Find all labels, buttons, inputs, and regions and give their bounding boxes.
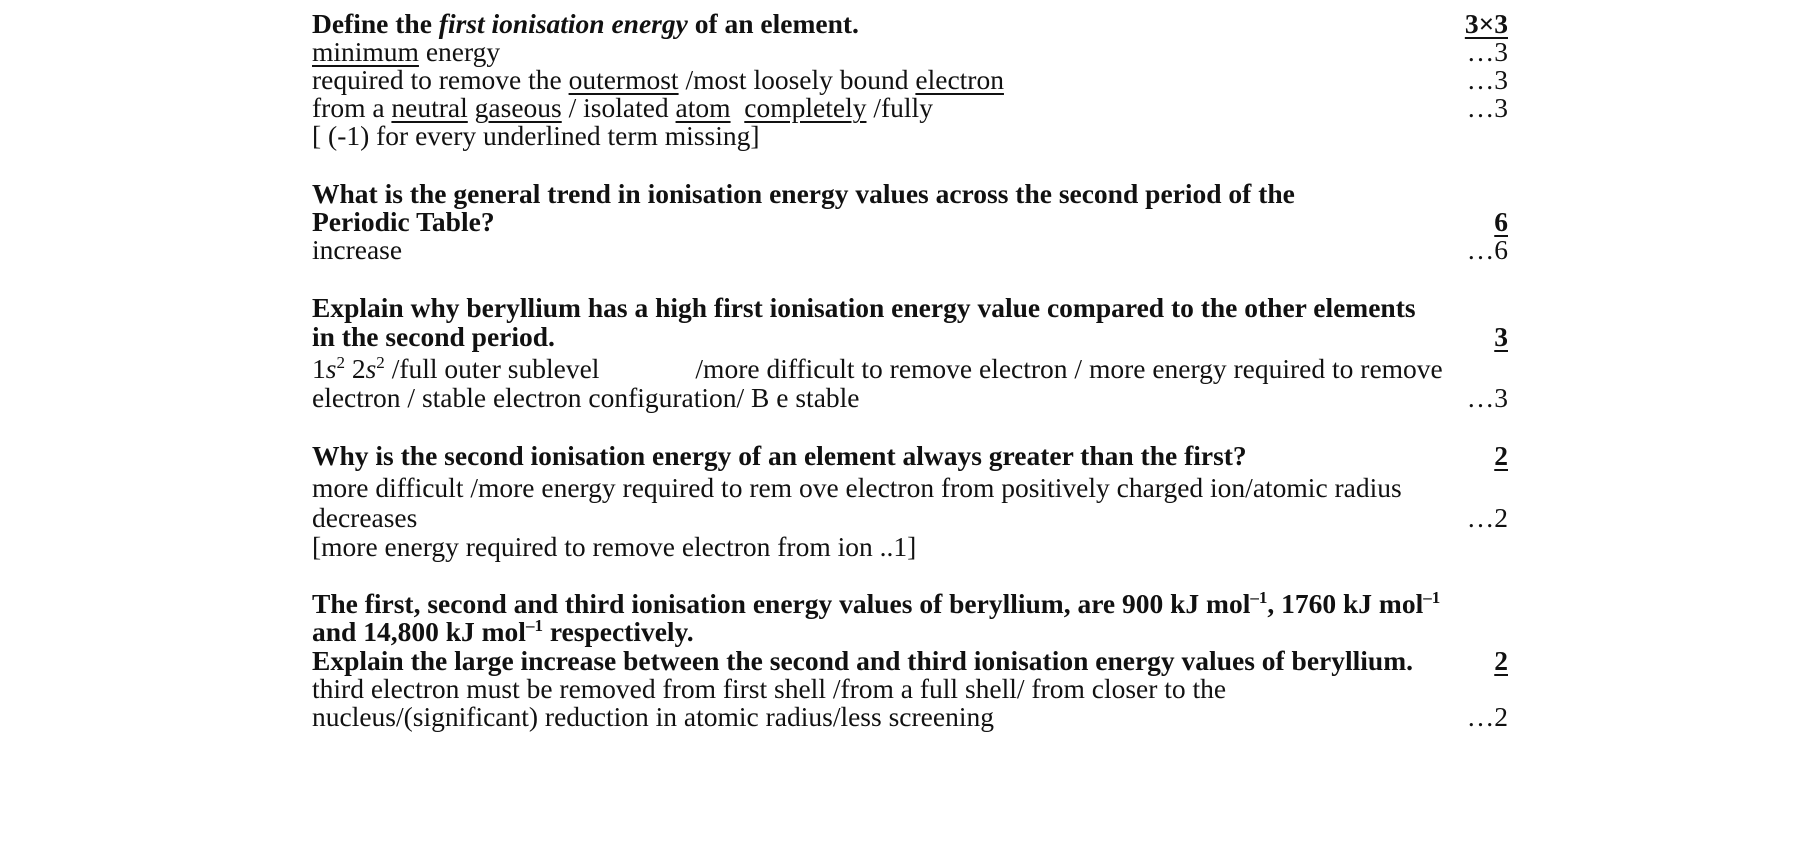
q4-note: [more energy required to remove electron from ion ..1] [312, 531, 917, 562]
q3-title-line-1: Explain why beryllium has a high first ionisation energy value compared to the other elements [312, 292, 1416, 323]
q2-answer: increase [312, 234, 403, 265]
q5-title-text-a: The first, second and third ionisation energy values of beryllium, are 900 kJ mol [312, 588, 1251, 619]
q1-term-atom: atom [675, 92, 731, 123]
q5-title-text-b: , 1760 kJ mol [1267, 588, 1424, 619]
q3-config-orbital-2: s [365, 353, 377, 384]
q1-line-2-text-b: /most loosely bound [678, 64, 916, 95]
q4-title: Why is the second ionisation energy of an element always greater than the first? [312, 440, 1247, 471]
q5-title-text-d: respectively. [542, 616, 694, 647]
q1-line-3-mark: …3 [1466, 92, 1508, 123]
q5-answer-line-2: nucleus/(significant) reduction in atomic radius/less screening [312, 701, 994, 732]
q2-title-line-1: What is the general trend in ionisation energy values across the second period of the [312, 178, 1295, 209]
q3-config-sup-2: 2 [376, 353, 385, 373]
q5-answer-mark: …2 [1466, 701, 1508, 732]
q2-marks: 6 [1494, 206, 1508, 237]
q1-term-minimum: minimum [312, 36, 419, 67]
q1-line-1-mark: …3 [1466, 36, 1508, 67]
q5-title-line-3: Explain the large increase between the second and third ionisation energy values of beryllium. [312, 645, 1414, 676]
q1-line-3-text-a: from a [312, 92, 392, 123]
q5-title-text-c: and 14,800 kJ mol [312, 616, 526, 647]
q3-marks: 3 [1494, 321, 1508, 352]
q1-marks: 3×3 [1464, 8, 1508, 39]
q1-line-1-text: energy [418, 36, 501, 67]
q3-config-text-2: 2 [344, 353, 366, 384]
q4-answer-line-2: decreases [312, 502, 418, 533]
q1-term-gaseous: gaseous [474, 92, 562, 123]
q3-config-sup-1: 2 [336, 353, 345, 373]
q4-marks: 2 [1494, 440, 1508, 471]
q4-answer-line-1: more difficult /more energy required to rem ove electron from positively charged ion/atomic radius [312, 472, 1402, 503]
q1-line-2-mark: …3 [1466, 64, 1508, 95]
q3-answer-text-b: /more difficult to remove electron / more energy required to remove [695, 353, 1443, 384]
q1-title-text-b: of an element. [687, 8, 859, 39]
q3-answer-mark: …3 [1466, 382, 1508, 413]
q3-config-text: 1 [312, 353, 326, 384]
q5-title-sup-2: –1 [1423, 588, 1441, 608]
q5-marks: 2 [1494, 645, 1508, 676]
q4-answer-mark: …2 [1466, 502, 1508, 533]
q2-answer-mark: …6 [1466, 234, 1508, 265]
q1-note: [ (-1) for every underlined term missing] [312, 120, 760, 151]
q1-line-3-text-c: /fully [866, 92, 933, 123]
q1-title-emphasis: first ionisation energy [438, 8, 688, 39]
q2-title-line-2: Periodic Table? [312, 206, 495, 237]
q1-line-3-text-b: / isolated [561, 92, 676, 123]
q3-answer-text-a: /full outer sublevel [384, 353, 600, 384]
q5-title-sup-1: –1 [1250, 588, 1268, 608]
q1-line-2-text-a: required to remove the [312, 64, 569, 95]
q3-answer-line-2: electron / stable electron configuration/ B e stable [312, 382, 860, 413]
q1-term-neutral: neutral [391, 92, 468, 123]
q1-term-outermost: outermost [568, 64, 679, 95]
q1-term-electron: electron [915, 64, 1004, 95]
q1-term-completely: completely [744, 92, 867, 123]
q3-title-line-2: in the second period. [312, 321, 555, 352]
q5-answer-line-1: third electron must be removed from first shell /from a full shell/ from closer to the [312, 673, 1227, 704]
q5-title-sup-3: –1 [525, 616, 543, 636]
q1-title-text-a: Define the [312, 8, 439, 39]
q3-config-orbital-1: s [325, 353, 337, 384]
